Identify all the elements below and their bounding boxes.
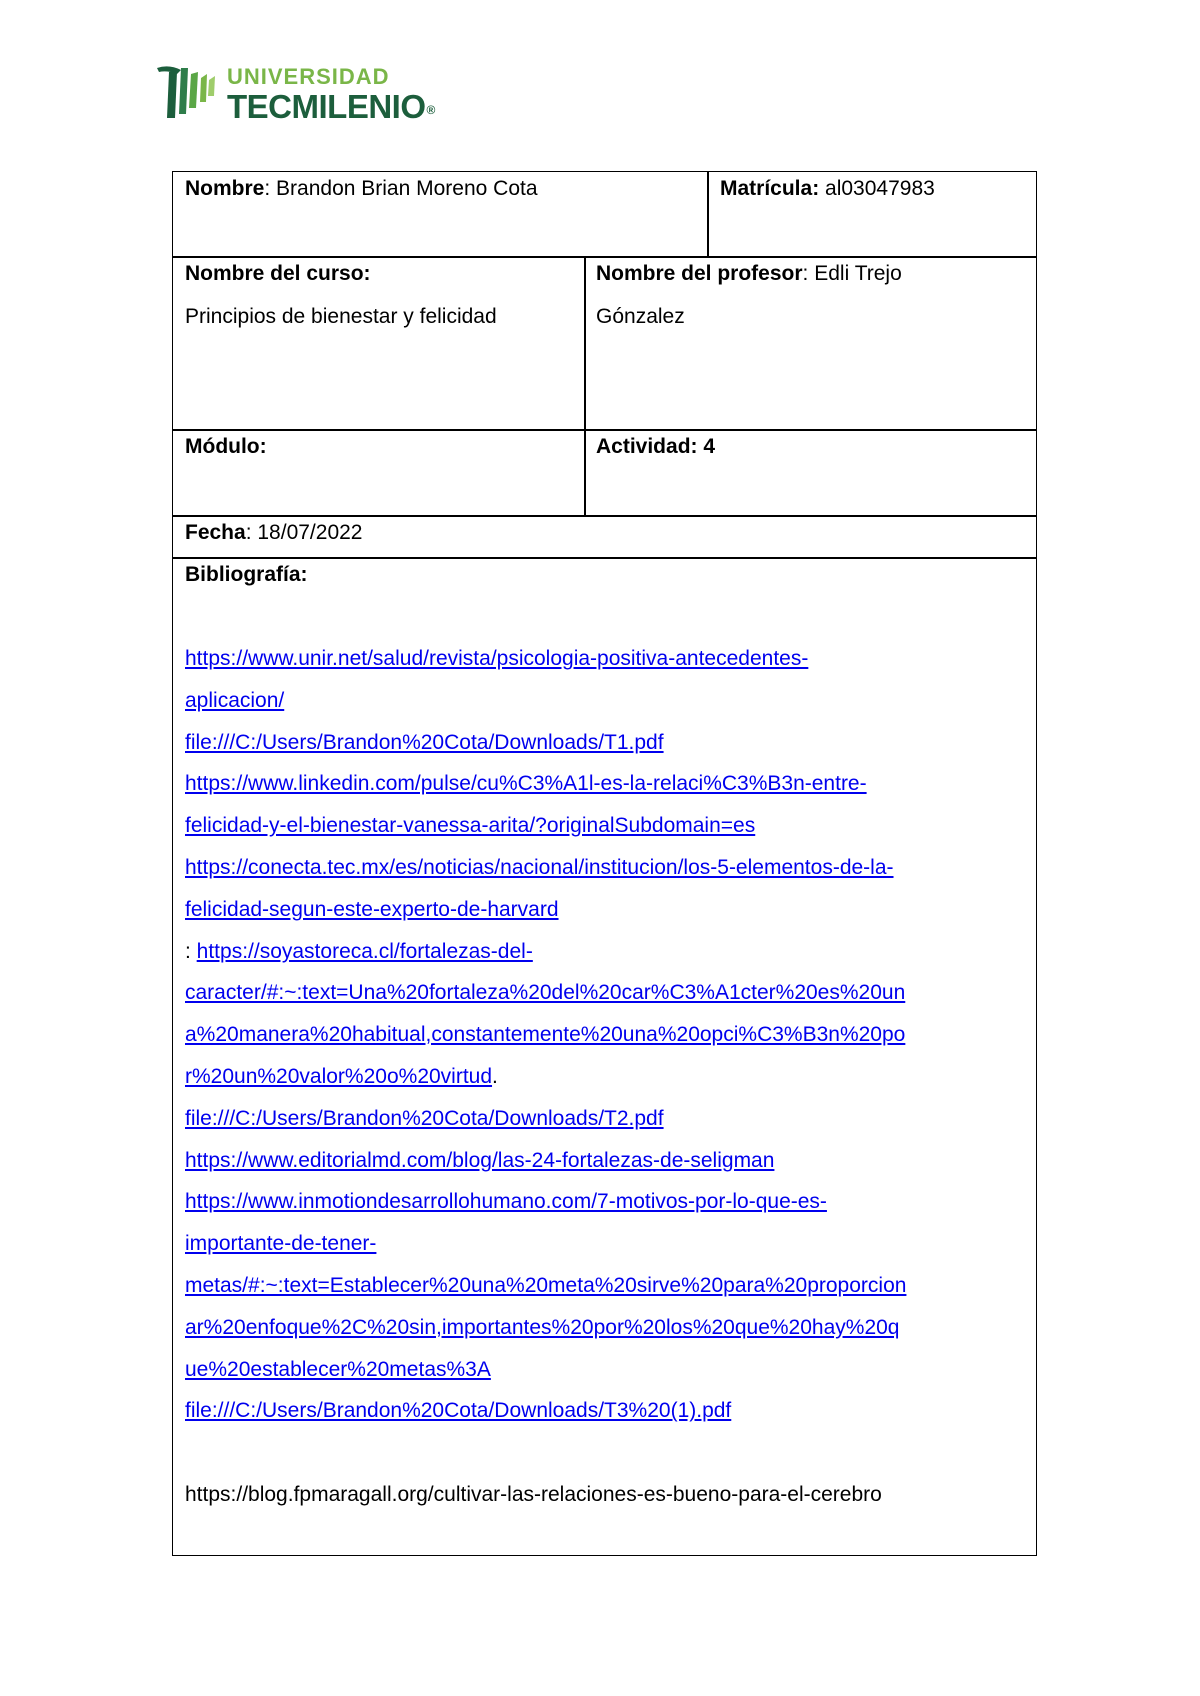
university-logo xyxy=(155,58,455,128)
bib-link-5[interactable]: https://soyastoreca.cl/fortalezas-del- xyxy=(196,939,533,963)
logo-text-universidad: UNIVERSIDAD xyxy=(227,64,390,89)
bib-link-3[interactable]: https://www.linkedin.com/pulse/cu%C3%A1l-es-la-relaci%C3%B3n-entre- xyxy=(185,772,867,796)
bib-link-1-cont[interactable]: aplicacion/ xyxy=(185,688,285,712)
matricula-field: Matrícula: al03047983 xyxy=(720,177,935,200)
tecmilenio-logo-icon xyxy=(155,62,219,120)
modulo-label: Módulo: xyxy=(185,435,267,458)
profesor-value-line2: Gónzalez xyxy=(596,305,685,328)
curso-value: Principios de bienestar y felicidad xyxy=(185,305,497,328)
curso-label: Nombre del curso: xyxy=(185,262,371,285)
nombre-label: Nombre xyxy=(185,177,265,200)
bib-link-1[interactable]: https://www.unir.net/salud/revista/psicologia-positiva-antecedentes- xyxy=(185,647,809,670)
logo-text-tecmilenio: TECMILENIO® xyxy=(227,88,435,125)
nombre-value: Brandon Brian Moreno Cota xyxy=(270,177,538,200)
profesor-value: Edli Trejo xyxy=(808,262,902,285)
bibliografia-label: Bibliografía: xyxy=(185,563,308,586)
bib-link-6[interactable]: file:///C:/Users/Brandon%20Cota/Downloads/T2.pdf xyxy=(185,1106,664,1130)
actividad-label: Actividad: 4 xyxy=(596,435,716,458)
fecha-field: Fecha: 18/07/2022 xyxy=(185,521,363,544)
bib-link-7[interactable]: https://www.editorialmd.com/blog/las-24-fortalezas-de-seligman xyxy=(185,1148,775,1172)
bib-link-4-cont[interactable]: felicidad-segun-este-experto-de-harvard xyxy=(185,897,559,921)
fecha-label: Fecha xyxy=(185,521,246,544)
bib-link-9[interactable]: file:///C:/Users/Brandon%20Cota/Downloads/T3%20(1).pdf xyxy=(185,1399,732,1423)
bib-link-8-cont-4[interactable]: ue%20establecer%20metas%3A xyxy=(185,1357,491,1381)
bib-reference-plain: https://blog.fpmaragall.org/cultivar-las-relaciones-es-bueno-para-el-cerebro xyxy=(185,1482,882,1506)
bib-link-5-cont-2[interactable]: a%20manera%20habitual,constantemente%20una%20opci%C3%B3n%20po xyxy=(185,1023,906,1047)
fecha-value: 18/07/2022 xyxy=(251,521,363,544)
bib-colon-prefix: : xyxy=(185,939,197,963)
bib-link-8-cont-2[interactable]: metas/#:~:text=Establecer%20una%20meta%20sirve%20para%20proporcion xyxy=(185,1273,907,1297)
bib-link-4[interactable]: https://conecta.tec.mx/es/noticias/nacional/institucion/los-5-elementos-de-la- xyxy=(185,855,894,879)
profesor-label: Nombre del profesor xyxy=(596,262,803,285)
bib-link-8[interactable]: https://www.inmotiondesarrollohumano.com/7-motivos-por-lo-que-es- xyxy=(185,1190,827,1214)
profesor-field: Nombre del profesor: Edli Trejo xyxy=(596,262,902,285)
bib-link-5-cont-1[interactable]: caracter/#:~:text=Una%20fortaleza%20del%20car%C3%A1cter%20es%20un xyxy=(185,981,906,1005)
matricula-label: Matrícula xyxy=(720,177,813,200)
bib-link-8-cont-3[interactable]: ar%20enfoque%2C%20sin,importantes%20por%20los%20que%20hay%20q xyxy=(185,1315,900,1339)
matricula-value: al03047983 xyxy=(819,177,935,200)
bib-link-8-cont-1[interactable]: importante-de-tener- xyxy=(185,1232,377,1256)
nombre-field: Nombre: Brandon Brian Moreno Cota xyxy=(185,177,538,200)
bib-link-5-cont-3[interactable]: r%20un%20valor%20o%20virtud xyxy=(185,1064,493,1088)
bib-link-3-cont[interactable]: felicidad-y-el-bienestar-vanessa-arita/?originalSubdomain=es xyxy=(185,814,756,838)
bib-period: . xyxy=(492,1064,498,1088)
bibliography-list xyxy=(185,638,1025,1516)
bib-link-2[interactable]: file:///C:/Users/Brandon%20Cota/Downloads/T1.pdf xyxy=(185,730,664,754)
